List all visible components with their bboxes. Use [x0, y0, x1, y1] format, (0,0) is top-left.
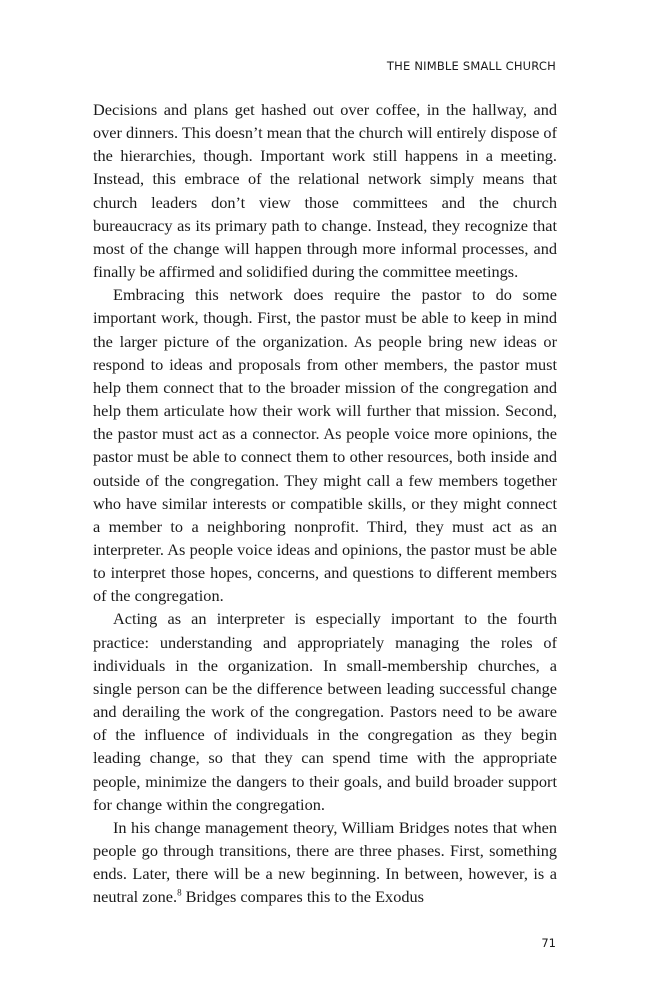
page-number: 71 [541, 936, 556, 950]
paragraph-3: Acting as an interpreter is especially important to the fourth practice: understanding and appropriately managing the roles of individuals in the organization. In small-membership churches, a single person can be the difference between leading successful change and derailing the work of the congregation. Pastors need to be aware of the influence of individuals in the congregation as they begin leading change, so that they can spend time with the appropriate people, minimize the dangers to their goals, and build broader support for change within the congregation. [93, 609, 557, 814]
body-text [93, 98, 557, 908]
running-head: THE NIMBLE SMALL CHURCH [386, 59, 556, 73]
footnote-reference[interactable]: 8 [177, 887, 182, 898]
paragraph-4-text-end: Bridges compares this to the Exodus [181, 887, 424, 907]
paragraph-4-text-start: In his change management theory, William Bridges notes that when people go through transitions, there are three phases. First, something ends. Later, there will be a new beginning. In between, however, is a neutral zone. [93, 817, 557, 907]
paragraph-1: Decisions and plans get hashed out over coffee, in the hallway, and over dinners. This doesn’t mean that the church will entirely dispose of the hierarchies, though. Important work still happens in a meeting. Instead, this embrace of the relational network simply means that church leaders don’t view those committees and the church bureaucracy as its primary path to change. Instead, they recognize that most of the change will happen through more informal processes, and finally be affirmed and solidified during the committee meetings. [93, 100, 557, 282]
paragraph-2: Embracing this network does require the pastor to do some important work, though. First, the pastor must be able to keep in mind the larger picture of the organization. As people bring new ideas or respond to ideas and proposals from other members, the pastor must help them connect that to the broader mission of the congregation and help them articulate how their work will further that mission. Second, the pastor must act as a connector. As people voice more opinions, the pastor must be able to connect them to other resources, both inside and outside of the congregation. They might call a few members together who have similar interests or compatible skills, or they might connect a member to a neighboring nonprofit. Third, they must act as an interpreter. As people voice ideas and opinions, the pastor must be able to interpret those hopes, concerns, and questions to different members of the congregation. [93, 285, 557, 606]
paragraph-4 [93, 816, 557, 909]
